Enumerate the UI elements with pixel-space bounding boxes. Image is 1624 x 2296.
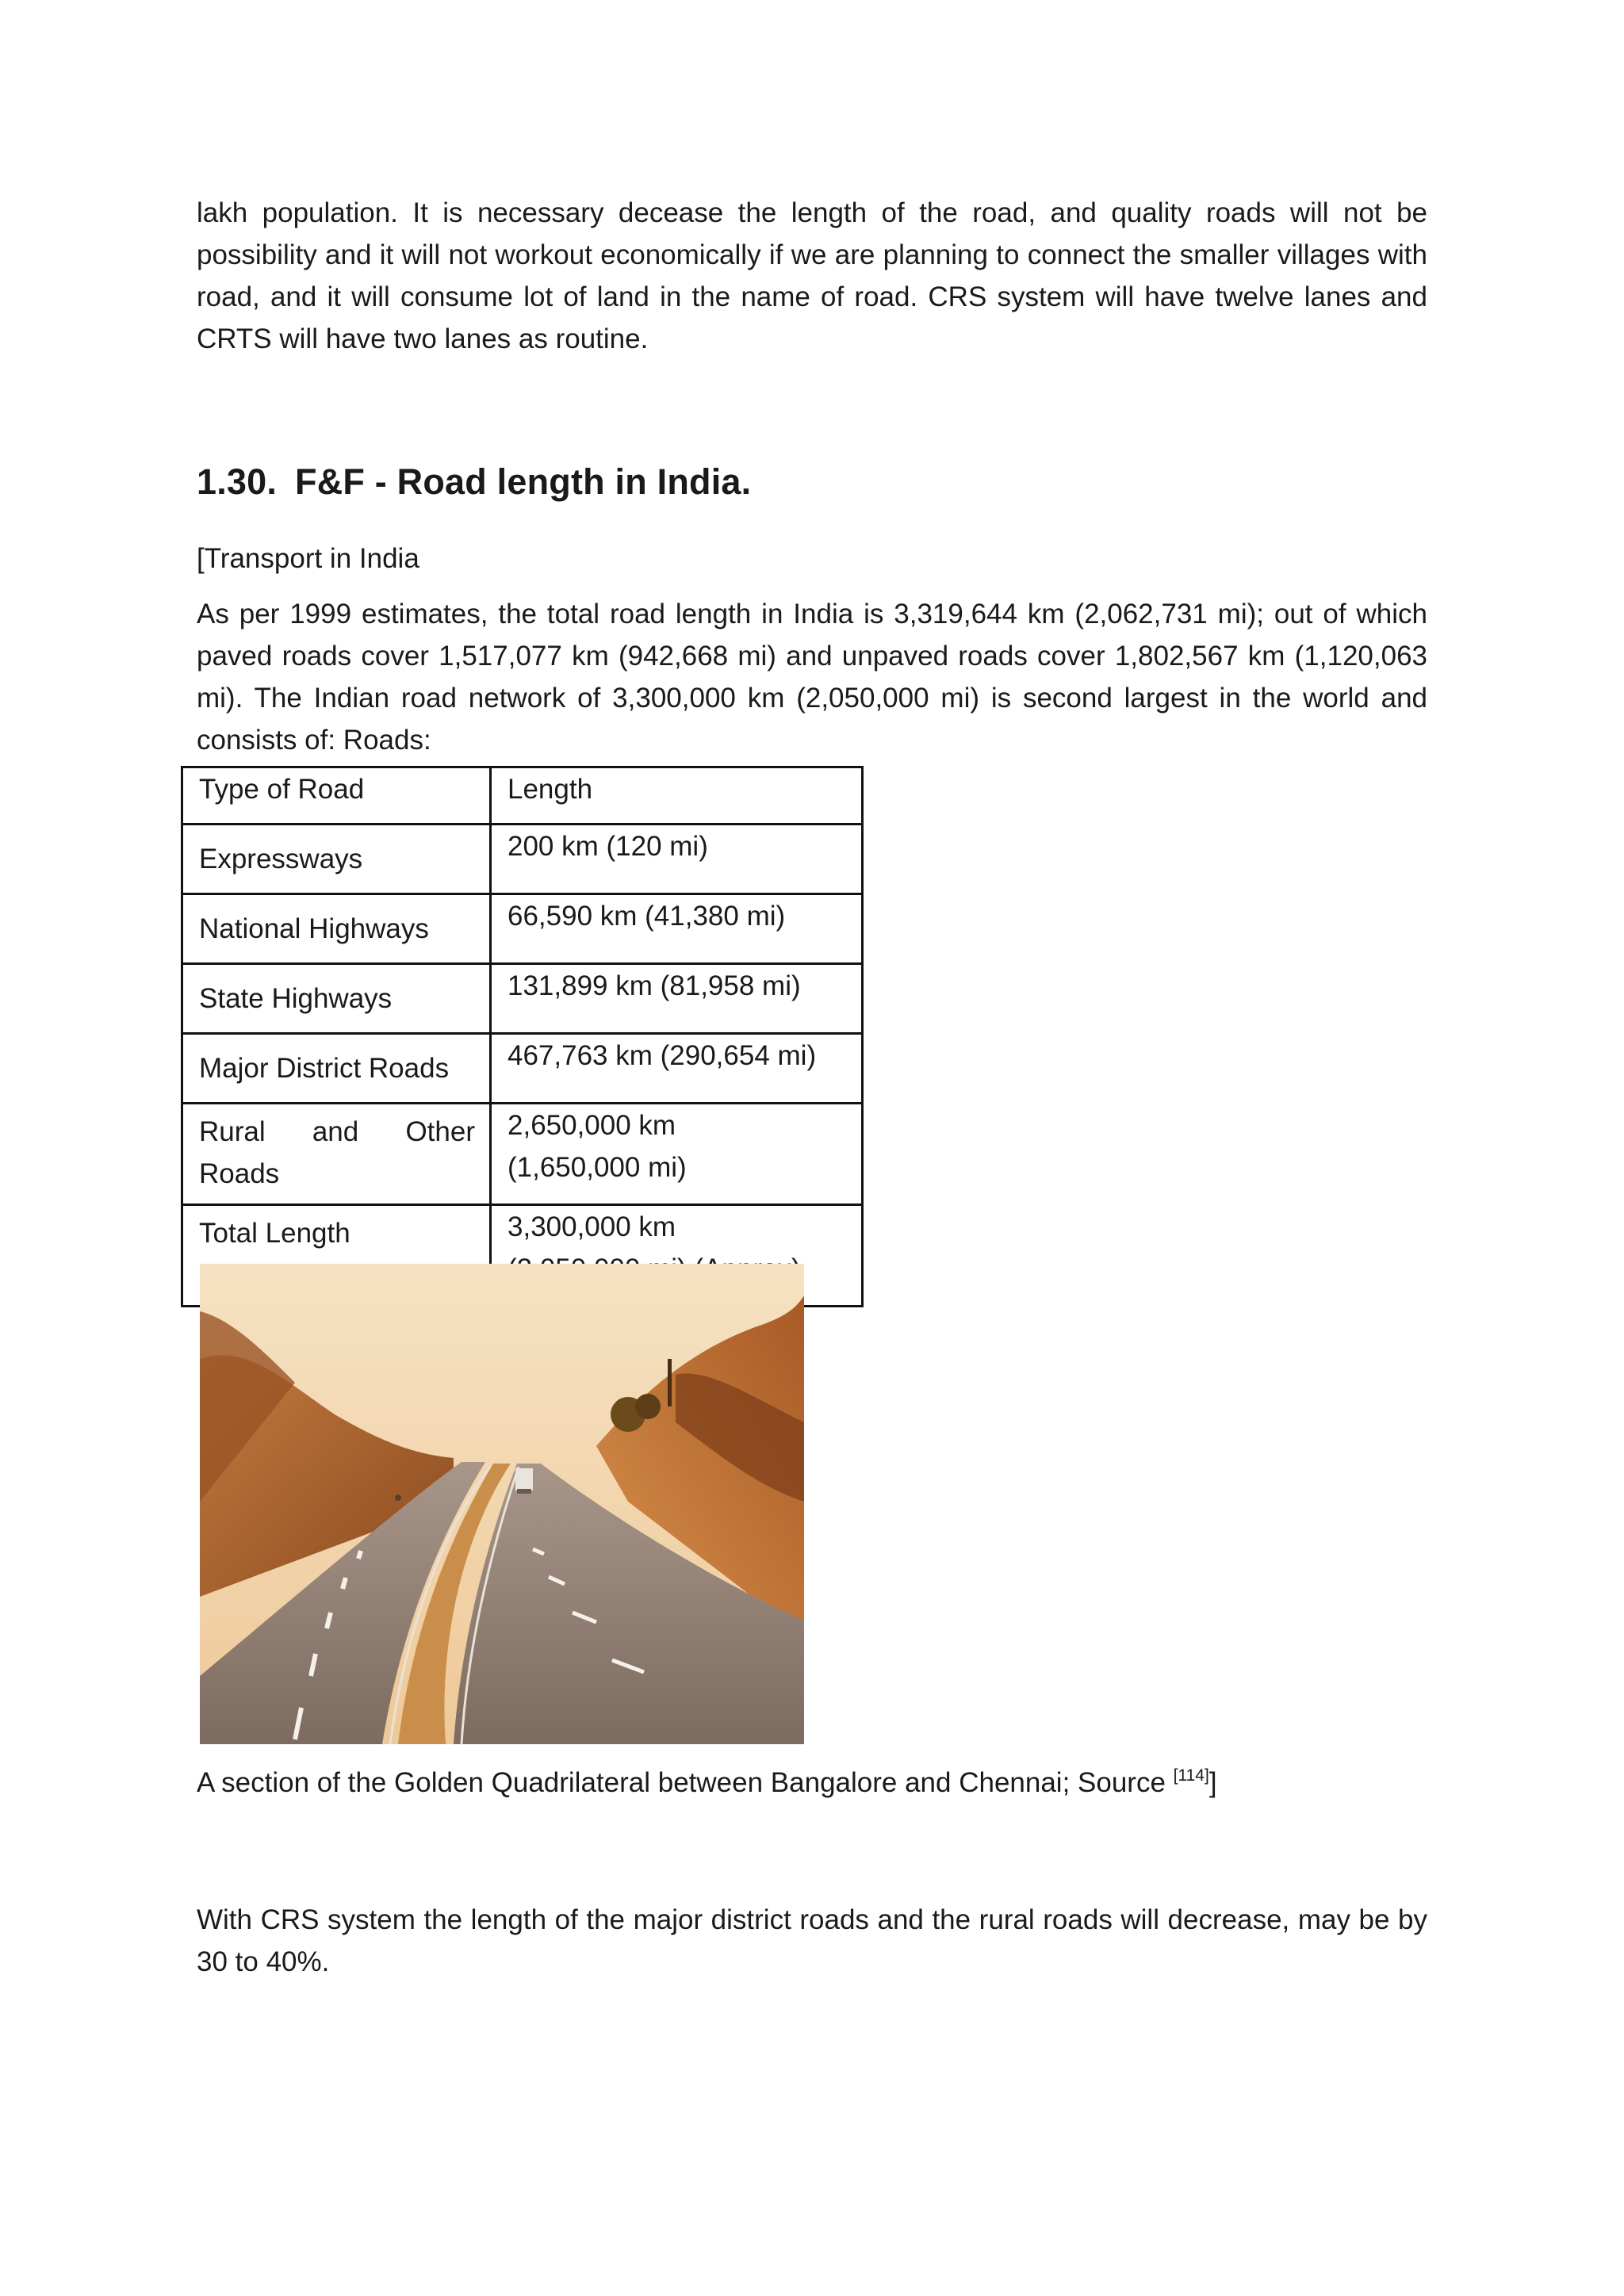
road-length-cell: 200 km (120 mi) <box>491 825 863 894</box>
road-length-cell <box>491 1104 863 1205</box>
estimates-paragraph: As per 1999 estimates, the total road length in India is 3,319,644 km (2,062,731 mi); out of which paved roads cover 1,517,077 km (942,668 mi) and unpaved roads cover 1,802,567 km (1,120,063 mi). The Indian road network of 3,300,000 km (2,050,000 mi) is second largest in the world and consists of: Roads: <box>197 599 1427 756</box>
road-type-word: Rural <box>199 1116 266 1147</box>
source-line: [Transport in India <box>197 543 419 574</box>
road-type-word: Other <box>405 1116 475 1147</box>
road-length-cell: 467,763 km (290,654 mi) <box>491 1034 863 1104</box>
highway-photo <box>200 1264 804 1744</box>
caption-reference: [114] <box>1173 1766 1209 1785</box>
section-heading <box>197 461 751 503</box>
road-length-cell: 66,590 km (41,380 mi) <box>491 894 863 964</box>
road-length-line: 2,650,000 km <box>508 1110 676 1141</box>
table-row <box>182 964 863 1034</box>
road-type-cell: Major District Roads <box>182 1034 491 1104</box>
road-length-table <box>181 766 864 1307</box>
table-row <box>182 1034 863 1104</box>
road-length-line: (1,650,000 mi) <box>508 1152 687 1183</box>
section-title: F&F - Road length in India. <box>295 461 752 502</box>
table-header-type: Type of Road <box>182 767 491 825</box>
conclusion-paragraph: With CRS system the length of the major district roads and the rural roads will decrease, may be by 30 to 40%. <box>197 1904 1427 1977</box>
road-type-word: Roads <box>199 1158 280 1189</box>
road-type-cell <box>182 1104 491 1205</box>
highway-photo-illustration <box>200 1264 804 1744</box>
section-number: 1.30. <box>197 461 278 502</box>
table-row <box>182 894 863 964</box>
road-type-word: and <box>312 1116 359 1147</box>
table-header-length: Length <box>491 767 863 825</box>
table-row <box>182 1104 863 1205</box>
road-type-cell: Expressways <box>182 825 491 894</box>
road-type-cell: State Highways <box>182 964 491 1034</box>
road-type-cell: Total Length <box>182 1205 491 1307</box>
photo-caption <box>197 1762 1217 1804</box>
table-header-row <box>182 767 863 825</box>
caption-close-bracket: ] <box>1208 1767 1217 1798</box>
table-row <box>182 825 863 894</box>
road-type-line <box>199 1111 475 1153</box>
road-length-line: 3,300,000 km <box>508 1211 676 1242</box>
road-type-cell: National Highways <box>182 894 491 964</box>
caption-text: A section of the Golden Quadrilateral between Bangalore and Chennai; Source <box>197 1767 1174 1798</box>
road-length-cell: 131,899 km (81,958 mi) <box>491 964 863 1034</box>
intro-paragraph: lakh population. It is necessary decease the length of the road, and quality roads will not be possibility and it will not workout economically if we are planning to connect the smaller villages with road, and it will consume lot of land in the name of road. CRS system will have twelve lanes and CRTS will have two lanes as routine. <box>197 197 1427 354</box>
